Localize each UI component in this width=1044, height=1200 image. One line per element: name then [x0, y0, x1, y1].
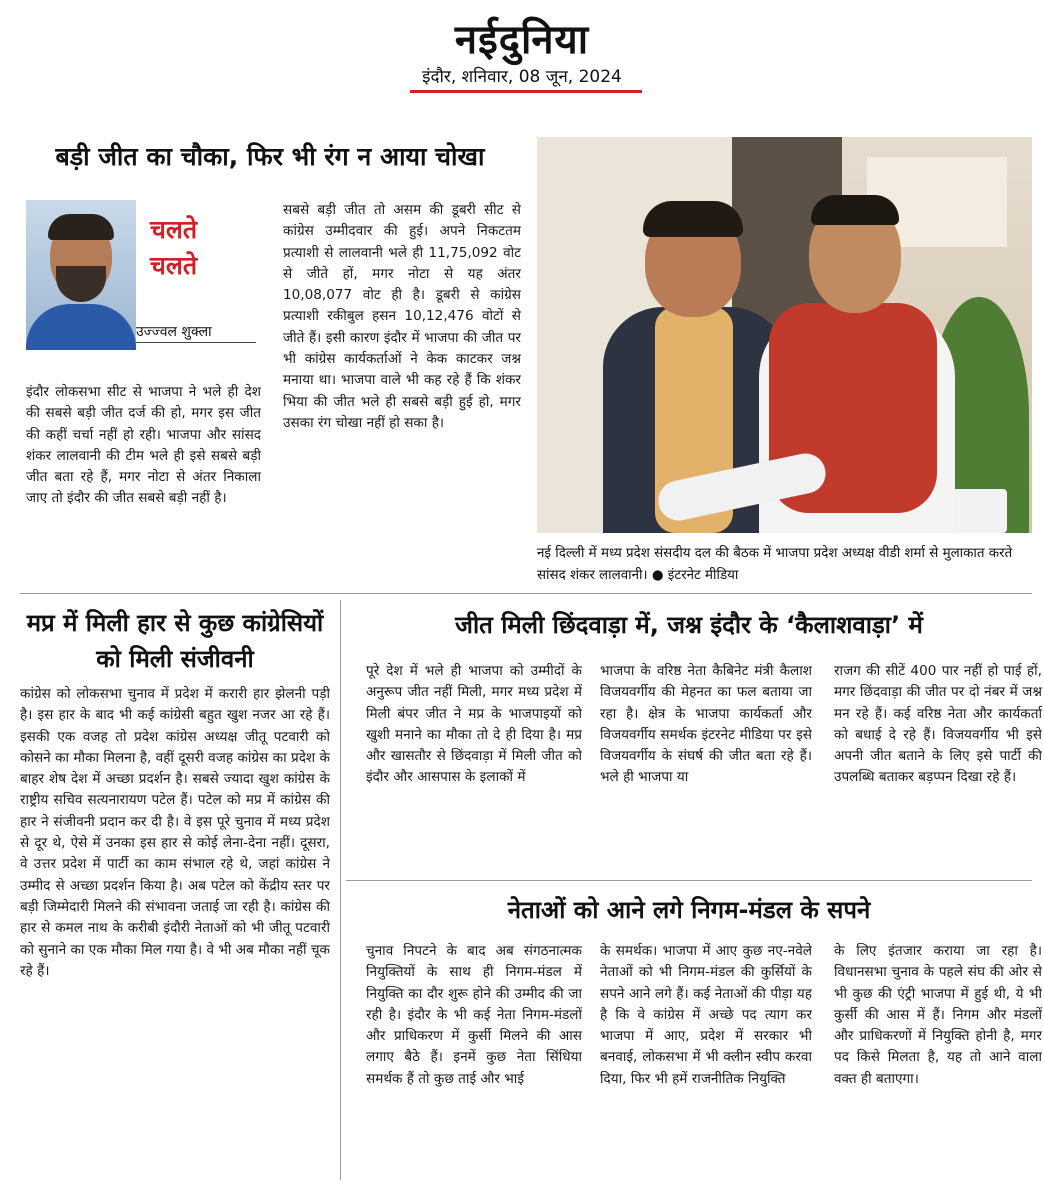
- photo-person-2-hair: [811, 195, 899, 225]
- news-photo: [537, 137, 1032, 533]
- story1-column-2: सबसे बड़ी जीत तो असम की डूबरी सीट से कांग्रेस उम्मीदवार की हुई। अपने निकटतम प्रत्याशी से लालवानी भले ही 11,75,092 वोट से जीते हों, मगर नोटा से यह अंतर 10,08,077 वोट ही है। डूबरी से कांग्रेस प्रत्याशी रकीबुल हसन 10,12,476 वोटों से जीते हैं। इसी कारण इंदौर में भाजपा की जीत पर भी कांग्रेस कार्यकर्ताओं ने केक काटकर जश्न मनाया था। भाजपा वाले भी कह रहे हैं कि शंकर भिया की जीत भले ही सबसे बड़ी हुई हो, मगर उसका रंग चोखा नहीं हो सका है।: [283, 202, 521, 431]
- photo-hair-shape: [48, 214, 114, 240]
- columnist-photo: [26, 200, 136, 350]
- newspaper-logo: नईदुनिया: [454, 16, 590, 63]
- masthead: [0, 0, 1044, 118]
- story3-column-2: भाजपा के वरिष्ठ नेता कैबिनेट मंत्री कैलाश विजयवर्गीय की मेहनत का फल बताया जा रहा है। क्षेत्र के भाजपा कार्यकर्ता और विजयवर्गीय समर्थक इंटरनेट मीडिया पर इसे विजयवर्गीय के संघर्ष की जीत बता रहे हैं। भले ही भाजपा या: [600, 663, 812, 786]
- photo-caption: नई दिल्ली में मध्य प्रदेश संसदीय दल की बैठक में भाजपा प्रदेश अध्यक्ष वीडी शर्मा से मुलाकात करते सांसद शंकर लालवानी। ● इंटरनेट मीडिया: [537, 546, 1013, 583]
- story-divider-horizontal: [346, 880, 1032, 881]
- story2-headline: मप्र में मिली हार से कुछ कांग्रेसियों को मिली संजीवनी: [26, 609, 324, 673]
- story1-headline: बड़ी जीत का चौका, फिर भी रंग न आया चोखा: [55, 142, 485, 171]
- photo-beard-shape: [56, 266, 106, 302]
- photo-plant-pot: [947, 489, 1007, 533]
- story3-column-1: पूरे देश में भले ही भाजपा को उम्मीदों के अनुरूप जीत नहीं मिली, मगर मध्य प्रदेश में मिली बंपर जीत ने मप्र के भाजपाइयों को खुशी मनाने का मौका तो दे ही दिया है। मप्र और खासतौर से छिंदवाड़ा में मिली जीत को इंदौर और आसपास के इलाकों में: [366, 663, 582, 786]
- masthead-rule: [410, 90, 642, 93]
- photo-shirt-shape: [26, 304, 136, 350]
- story4-column-3: के लिए इंतजार कराया जा रहा है। विधानसभा चुनाव के पहले संघ की ओर से भी कुछ की एंट्री भाजपा में हुई थी, ये भी कुर्सी की आस में हैं। निगम और मंडलों और प्राधिकरणों में नियुक्ति होनी है, मगर पद किसे मिलता है, यह तो आने वाला वक्त ही बताएगा।: [834, 943, 1042, 1087]
- column-tag: चलते चलते: [150, 215, 198, 280]
- story2-body: कांग्रेस को लोकसभा चुनाव में प्रदेश में करारी हार झेलनी पड़ी है। इस हार के बाद भी कई कांग्रेसी बहुत खुश नजर आ रहे हैं। इसकी एक वजह तो प्रदेश कांग्रेस अध्यक्ष जीतू पटवारी को कोसने का मौका मिलना है, वहीं दूसरी वजह कांग्रेस का प्रदेश के बाहर शेष देश में अच्छा प्रदर्शन है। सबसे ज्यादा खुश कांग्रेस के राष्ट्रीय सचिव सत्यनारायण पटेल हैं। पटेल को मप्र में कांग्रेस की हार ने संजीवनी प्रदान कर दी है। वे इस पूरे चुनाव में मध्य प्रदेश से दूर थे, ऐसे में उनका इस हार से कोई लेना-देना नहीं। दूसरा, वे उत्तर प्रदेश में पार्टी का काम संभाल रहे थे, जहां कांग्रेस ने उम्मीद से अच्छा प्रदर्शन किया है। अब पटेल को केंद्रीय स्तर पर बड़ी जिम्मेदारी मिलने की संभावना जताई जा रही है। कांग्रेस की हार से कमल नाथ के करीबी इंदौरी नेताओं को भी जीतू पटवारी को सुनाने का एक मौका मिल गया है। वे भी अब मौका नहीं चूक रहे हैं।: [20, 686, 330, 979]
- story1-column-1: इंदौर लोकसभा सीट से भाजपा ने भले ही देश की सबसे बड़ी जीत दर्ज की हो, मगर इस जीत की कहीं चर्चा नहीं हो रही। भाजपा और सांसद शंकर लालवानी की टीम भले ही इसे सबसे बड़ी जीत बता रहे हैं, मगर नोटा से अंतर निकाला जाए तो इंदौर की जीत सबसे बड़ी नहीं है।: [26, 384, 261, 507]
- byline: उज्ज्वल शुक्ला: [136, 322, 256, 343]
- story4-column-1: चुनाव निपटने के बाद अब संगठनात्मक नियुक्तियों के साथ ही निगम-मंडल में नियुक्ति का दौर शुरू होने की उम्मीद की जा रही है। इंदौर के भी कई नेता निगम-मंडलों और प्राधिकरण में कुर्सी मिलने की आस लगाए बैठे हैं। इनमें कुछ नेता सिंधिया समर्थक हैं तो कुछ ताई और भाई: [366, 943, 582, 1087]
- story3-column-3: राजग की सीटें 400 पार नहीं हो पाई हों, मगर छिंदवाड़ा की जीत पर दो नंबर में जश्न मन रहे हैं। कई वरिष्ठ नेता और कार्यकर्ता को बधाई दे रहे हैं। विजयवर्गीय भी इसे अपनी जीत बताने के लिए इसे पार्टी की उपलब्धि बताकर बड़प्पन दिखा रहे हैं।: [834, 663, 1042, 786]
- story3-headline: जीत मिली छिंदवाड़ा में, जश्न इंदौर के ‘कैलाशवाड़ा’ में: [455, 611, 923, 639]
- story4-column-2: के समर्थक। भाजपा में आए कुछ नए-नवेले नेताओं को भी निगम-मंडल की कुर्सियों के सपने आने लगे हैं। कई नेताओं की पीड़ा यह है कि वे कांग्रेस में अच्छे पद त्याग कर भाजपा में आए, प्रदेश में सरकार भी बनवाई, लोकसभा में भी क्लीन स्वीप करवा दिया, फिर भी हमें राजनीतिक नियुक्ति: [600, 943, 812, 1087]
- dateline: इंदौर, शनिवार, 08 जून, 2024: [422, 67, 622, 87]
- column-divider-vertical: [340, 600, 341, 1180]
- photo-person-1-hair: [643, 201, 743, 237]
- story4-headline: नेताओं को आने लगे निगम-मंडल के सपने: [507, 896, 871, 924]
- section-divider-horizontal: [20, 593, 1032, 594]
